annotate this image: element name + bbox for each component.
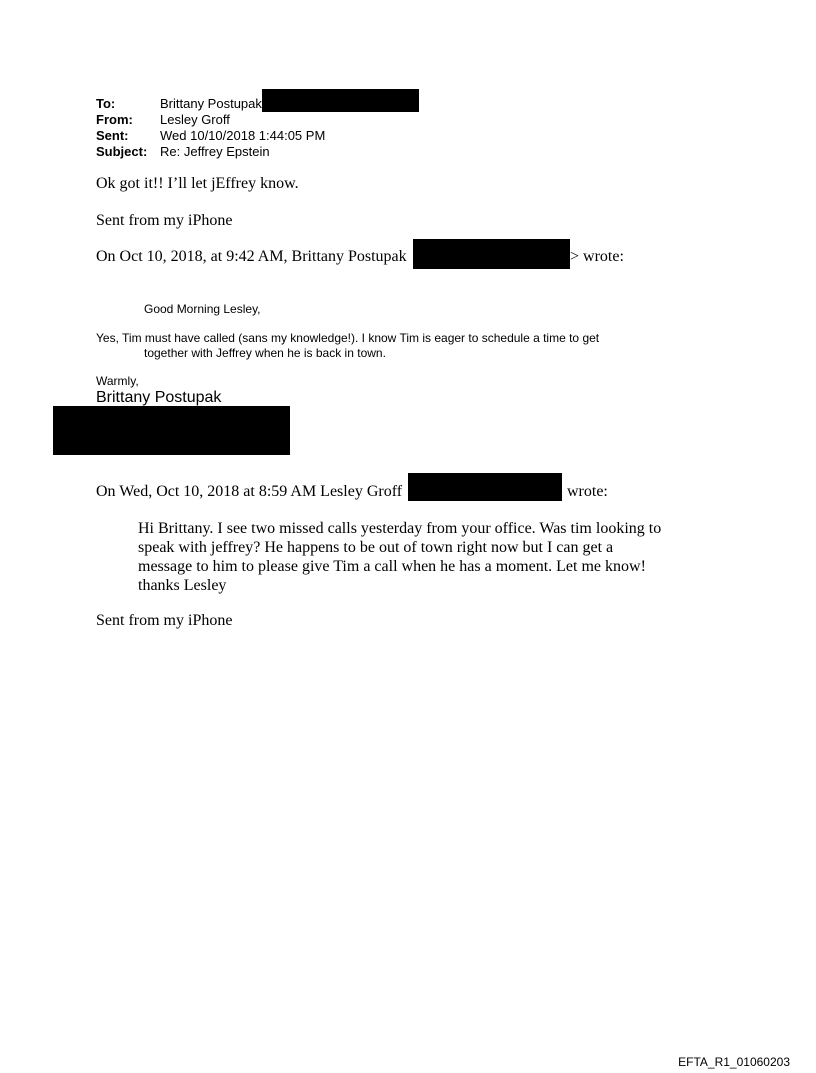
quote1-closing: Warmly, [96, 374, 139, 388]
quote1-body-line2: together with Jeffrey when he is back in town. [144, 346, 386, 360]
quote1-body-line1: Yes, Tim must have called (sans my knowledge!). I know Tim is eager to schedule a time to get [96, 331, 600, 345]
redaction-to-email [262, 89, 419, 112]
quote2-line: thanks Lesley [138, 577, 227, 594]
quote2-attribution-suffix: wrote: [567, 483, 608, 500]
document-id: EFTA_R1_01060203 [678, 1055, 790, 1069]
quote2-line: Hi Brittany. I see two missed calls yesterday from your office. Was tim looking to [138, 520, 662, 537]
quote2-body [138, 519, 698, 595]
reply-signature: Sent from my iPhone [96, 212, 233, 229]
header-subject-row [96, 144, 325, 160]
reply-body: Ok got it!! I’ll let jEffrey know. [96, 175, 299, 192]
quote2-line: message to him to please give Tim a call when he has a moment. Let me know! [138, 558, 646, 575]
subject-value: Re: Jeffrey Epstein [160, 144, 270, 159]
redaction-signature-block [53, 406, 290, 455]
quote1-signature-name: Brittany Postupak [96, 389, 222, 406]
redaction-quote2-email [408, 473, 562, 501]
quote1-attribution-suffix: > wrote: [570, 248, 624, 265]
header-from-row [96, 112, 325, 128]
sent-value: Wed 10/10/2018 1:44:05 PM [160, 128, 326, 143]
quote1-attribution-prefix: On Oct 10, 2018, at 9:42 AM, Brittany Postupak [96, 248, 407, 265]
subject-label: Subject: [96, 144, 148, 159]
to-value: Brittany Postupak [160, 96, 262, 111]
quote2-line: speak with jeffrey? He happens to be out of town right now but I can get a [138, 539, 614, 556]
header-sent-row [96, 128, 325, 144]
to-label: To: [96, 96, 116, 111]
from-label: From: [96, 112, 133, 127]
quote2-attribution-prefix: On Wed, Oct 10, 2018 at 8:59 AM Lesley Groff [96, 483, 403, 500]
sent-label: Sent: [96, 128, 129, 143]
redaction-quote1-email [413, 239, 570, 269]
from-value: Lesley Groff [160, 112, 230, 127]
quote2-signature: Sent from my iPhone [96, 612, 233, 629]
quote1-greeting: Good Morning Lesley, [144, 302, 261, 316]
